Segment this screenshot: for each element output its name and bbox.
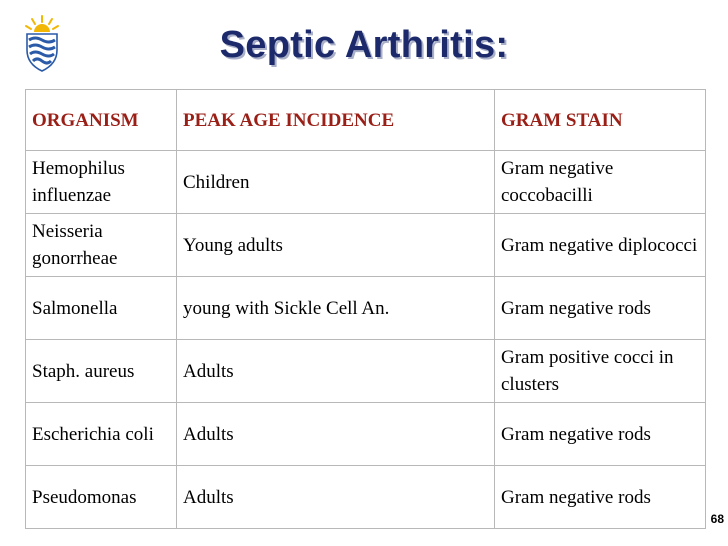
- table-row: [26, 151, 706, 214]
- organism-cell: Neisseria gonorrheae: [26, 214, 177, 277]
- table-row: [26, 340, 706, 403]
- header-peak-age-incidence: PEAK AGE INCIDENCE: [177, 90, 495, 151]
- gram-stain-cell: Gram positive cocci in clusters: [495, 340, 706, 403]
- slide-title: Septic Arthritis:: [219, 24, 509, 66]
- table-row: [26, 277, 706, 340]
- age-cell: Children: [177, 151, 495, 214]
- gram-stain-cell: Gram negative rods: [495, 277, 706, 340]
- age-cell: Adults: [177, 403, 495, 466]
- organism-cell: Pseudomonas: [26, 466, 177, 529]
- page-number: 68: [710, 512, 724, 526]
- gram-stain-cell: Gram negative coccobacilli: [495, 151, 706, 214]
- gram-stain-cell: Gram negative rods: [495, 403, 706, 466]
- gram-stain-cell: Gram negative diplococci: [495, 214, 706, 277]
- organism-cell: Staph. aureus: [26, 340, 177, 403]
- age-cell: Young adults: [177, 214, 495, 277]
- age-cell: young with Sickle Cell An.: [177, 277, 495, 340]
- table-row: [26, 466, 706, 529]
- organism-cell: Salmonella: [26, 277, 177, 340]
- header-gram-stain: GRAM STAIN: [495, 90, 706, 151]
- header-organism: ORGANISM: [26, 90, 177, 151]
- table-header-row: [26, 90, 706, 151]
- age-cell: Adults: [177, 466, 495, 529]
- table-row: [26, 403, 706, 466]
- organism-cell: Hemophilus influenzae: [26, 151, 177, 214]
- gram-stain-cell: Gram negative rods: [495, 466, 706, 529]
- septic-arthritis-table: [25, 89, 706, 529]
- age-cell: Adults: [177, 340, 495, 403]
- organism-cell: Escherichia coli: [26, 403, 177, 466]
- table-row: [26, 214, 706, 277]
